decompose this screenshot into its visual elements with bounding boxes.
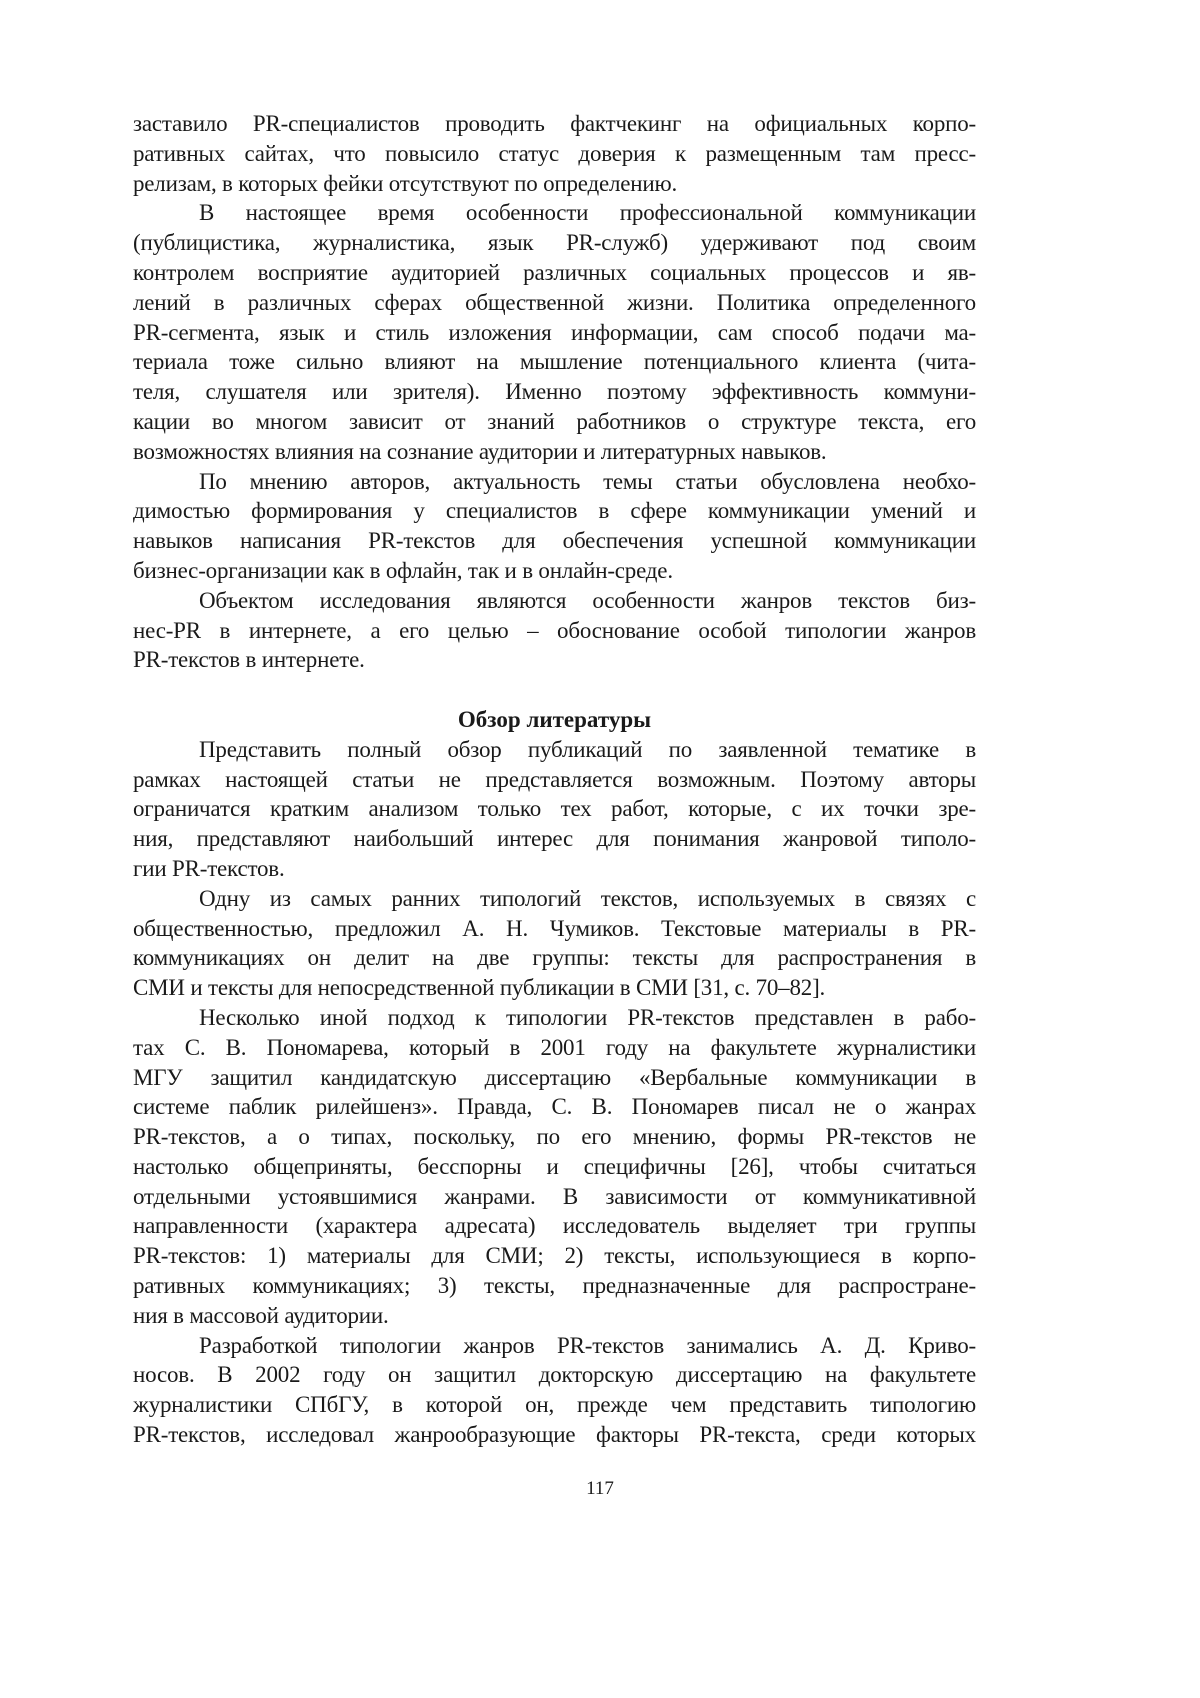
- text-line: PR-текстов, исследовал жанрообразующие факторы PR-текста, среди которых: [133, 1420, 976, 1450]
- text-line: направленности (характера адресата) исследователь выделяет три группы: [133, 1211, 976, 1241]
- text-line: димостью формирования у специалистов в сфере коммуникации умений и: [133, 496, 976, 526]
- text-line: Разработкой типологии жанров PR-текстов занимались А. Д. Криво-: [133, 1331, 976, 1361]
- text-line: PR-текстов в интернете.: [133, 645, 976, 675]
- page-number: 117: [0, 1478, 1200, 1500]
- text-line: кации во многом зависит от знаний работников о структуре текста, его: [133, 407, 976, 437]
- text-line: заставило PR-специалистов проводить фактчекинг на официальных корпо-: [133, 109, 976, 139]
- text-line: Объектом исследования являются особенности жанров текстов биз-: [133, 586, 976, 616]
- text-line: носов. В 2002 году он защитил докторскую диссертацию на факультете: [133, 1360, 976, 1390]
- text-line: навыков написания PR-текстов для обеспечения успешной коммуникации: [133, 526, 976, 556]
- text-line: ния, представляют наибольший интерес для понимания жанровой типоло-: [133, 824, 976, 854]
- text-line: настолько общеприняты, бесспорны и специфичны [26], чтобы считаться: [133, 1152, 976, 1182]
- text-line: Одну из самых ранних типологий текстов, используемых в связях с: [133, 884, 976, 914]
- paragraphs-before-heading: [133, 109, 976, 675]
- text-line: ративных коммуникациях; 3) тексты, предназначенные для распростране-: [133, 1271, 976, 1301]
- text-line: лений в различных сферах общественной жизни. Политика определенного: [133, 288, 976, 318]
- text-line: PR-сегмента, язык и стиль изложения информации, сам способ подачи ма-: [133, 318, 976, 348]
- paragraph: [133, 884, 976, 1003]
- text-line: ративных сайтах, что повысило статус доверия к размещенным там пресс-: [133, 139, 976, 169]
- text-line: PR-текстов: 1) материалы для СМИ; 2) тексты, использующиеся в корпо-: [133, 1241, 976, 1271]
- text-line: релизам, в которых фейки отсутствуют по определению.: [133, 169, 976, 199]
- text-line: гии PR-текстов.: [133, 854, 976, 884]
- text-line: тах С. В. Пономарева, который в 2001 году на факультете журналистики: [133, 1033, 976, 1063]
- text-line: рамках настоящей статьи не представляется возможным. Поэтому авторы: [133, 765, 976, 795]
- text-line: ния в массовой аудитории.: [133, 1301, 976, 1331]
- text-line: ограничатся кратким анализом только тех работ, которые, с их точки зре-: [133, 794, 976, 824]
- page-body: [133, 109, 976, 1450]
- text-line: СМИ и тексты для непосредственной публикации в СМИ [31, с. 70–82].: [133, 973, 976, 1003]
- text-line: По мнению авторов, актуальность темы статьи обусловлена необхо-: [133, 467, 976, 497]
- text-line: нес-PR в интернете, а его целью – обоснование особой типологии жанров: [133, 616, 976, 646]
- paragraph: [133, 467, 976, 586]
- paragraph: [133, 1331, 976, 1450]
- text-line: журналистики СПбГУ, в которой он, прежде чем представить типологию: [133, 1390, 976, 1420]
- section-heading: Обзор литературы: [133, 705, 976, 735]
- text-line: коммуникациях он делит на две группы: тексты для распространения в: [133, 943, 976, 973]
- paragraph: [133, 586, 976, 675]
- text-line: теля, слушателя или зрителя). Именно поэтому эффективность коммуни-: [133, 377, 976, 407]
- text-line: МГУ защитил кандидатскую диссертацию «Вербальные коммуникации в: [133, 1063, 976, 1093]
- text-line: возможностях влияния на сознание аудитории и литературных навыков.: [133, 437, 976, 467]
- text-line: териала тоже сильно влияют на мышление потенциального клиента (чита-: [133, 347, 976, 377]
- text-line: В настоящее время особенности профессиональной коммуникации: [133, 198, 976, 228]
- paragraph: [133, 109, 976, 198]
- text-line: системе паблик рилейшенз». Правда, С. В. Пономарев писал не о жанрах: [133, 1092, 976, 1122]
- text-line: отдельными устоявшимися жанрами. В зависимости от коммуникативной: [133, 1182, 976, 1212]
- paragraph: [133, 735, 976, 884]
- text-line: общественностью, предложил А. Н. Чумиков. Текстовые материалы в PR-: [133, 914, 976, 944]
- text-line: PR-текстов, а о типах, поскольку, по его мнению, формы PR-текстов не: [133, 1122, 976, 1152]
- text-line: (публицистика, журналистика, язык PR-служб) удерживают под своим: [133, 228, 976, 258]
- text-line: Несколько иной подход к типологии PR-текстов представлен в рабо-: [133, 1003, 976, 1033]
- text-line: Представить полный обзор публикаций по заявленной тематике в: [133, 735, 976, 765]
- text-line: контролем восприятие аудиторией различных социальных процессов и яв-: [133, 258, 976, 288]
- paragraph: [133, 1003, 976, 1331]
- blank-line: [133, 675, 976, 705]
- paragraph: [133, 198, 976, 466]
- text-line: бизнес-организации как в офлайн, так и в онлайн-среде.: [133, 556, 976, 586]
- paragraphs-after-heading: [133, 735, 976, 1450]
